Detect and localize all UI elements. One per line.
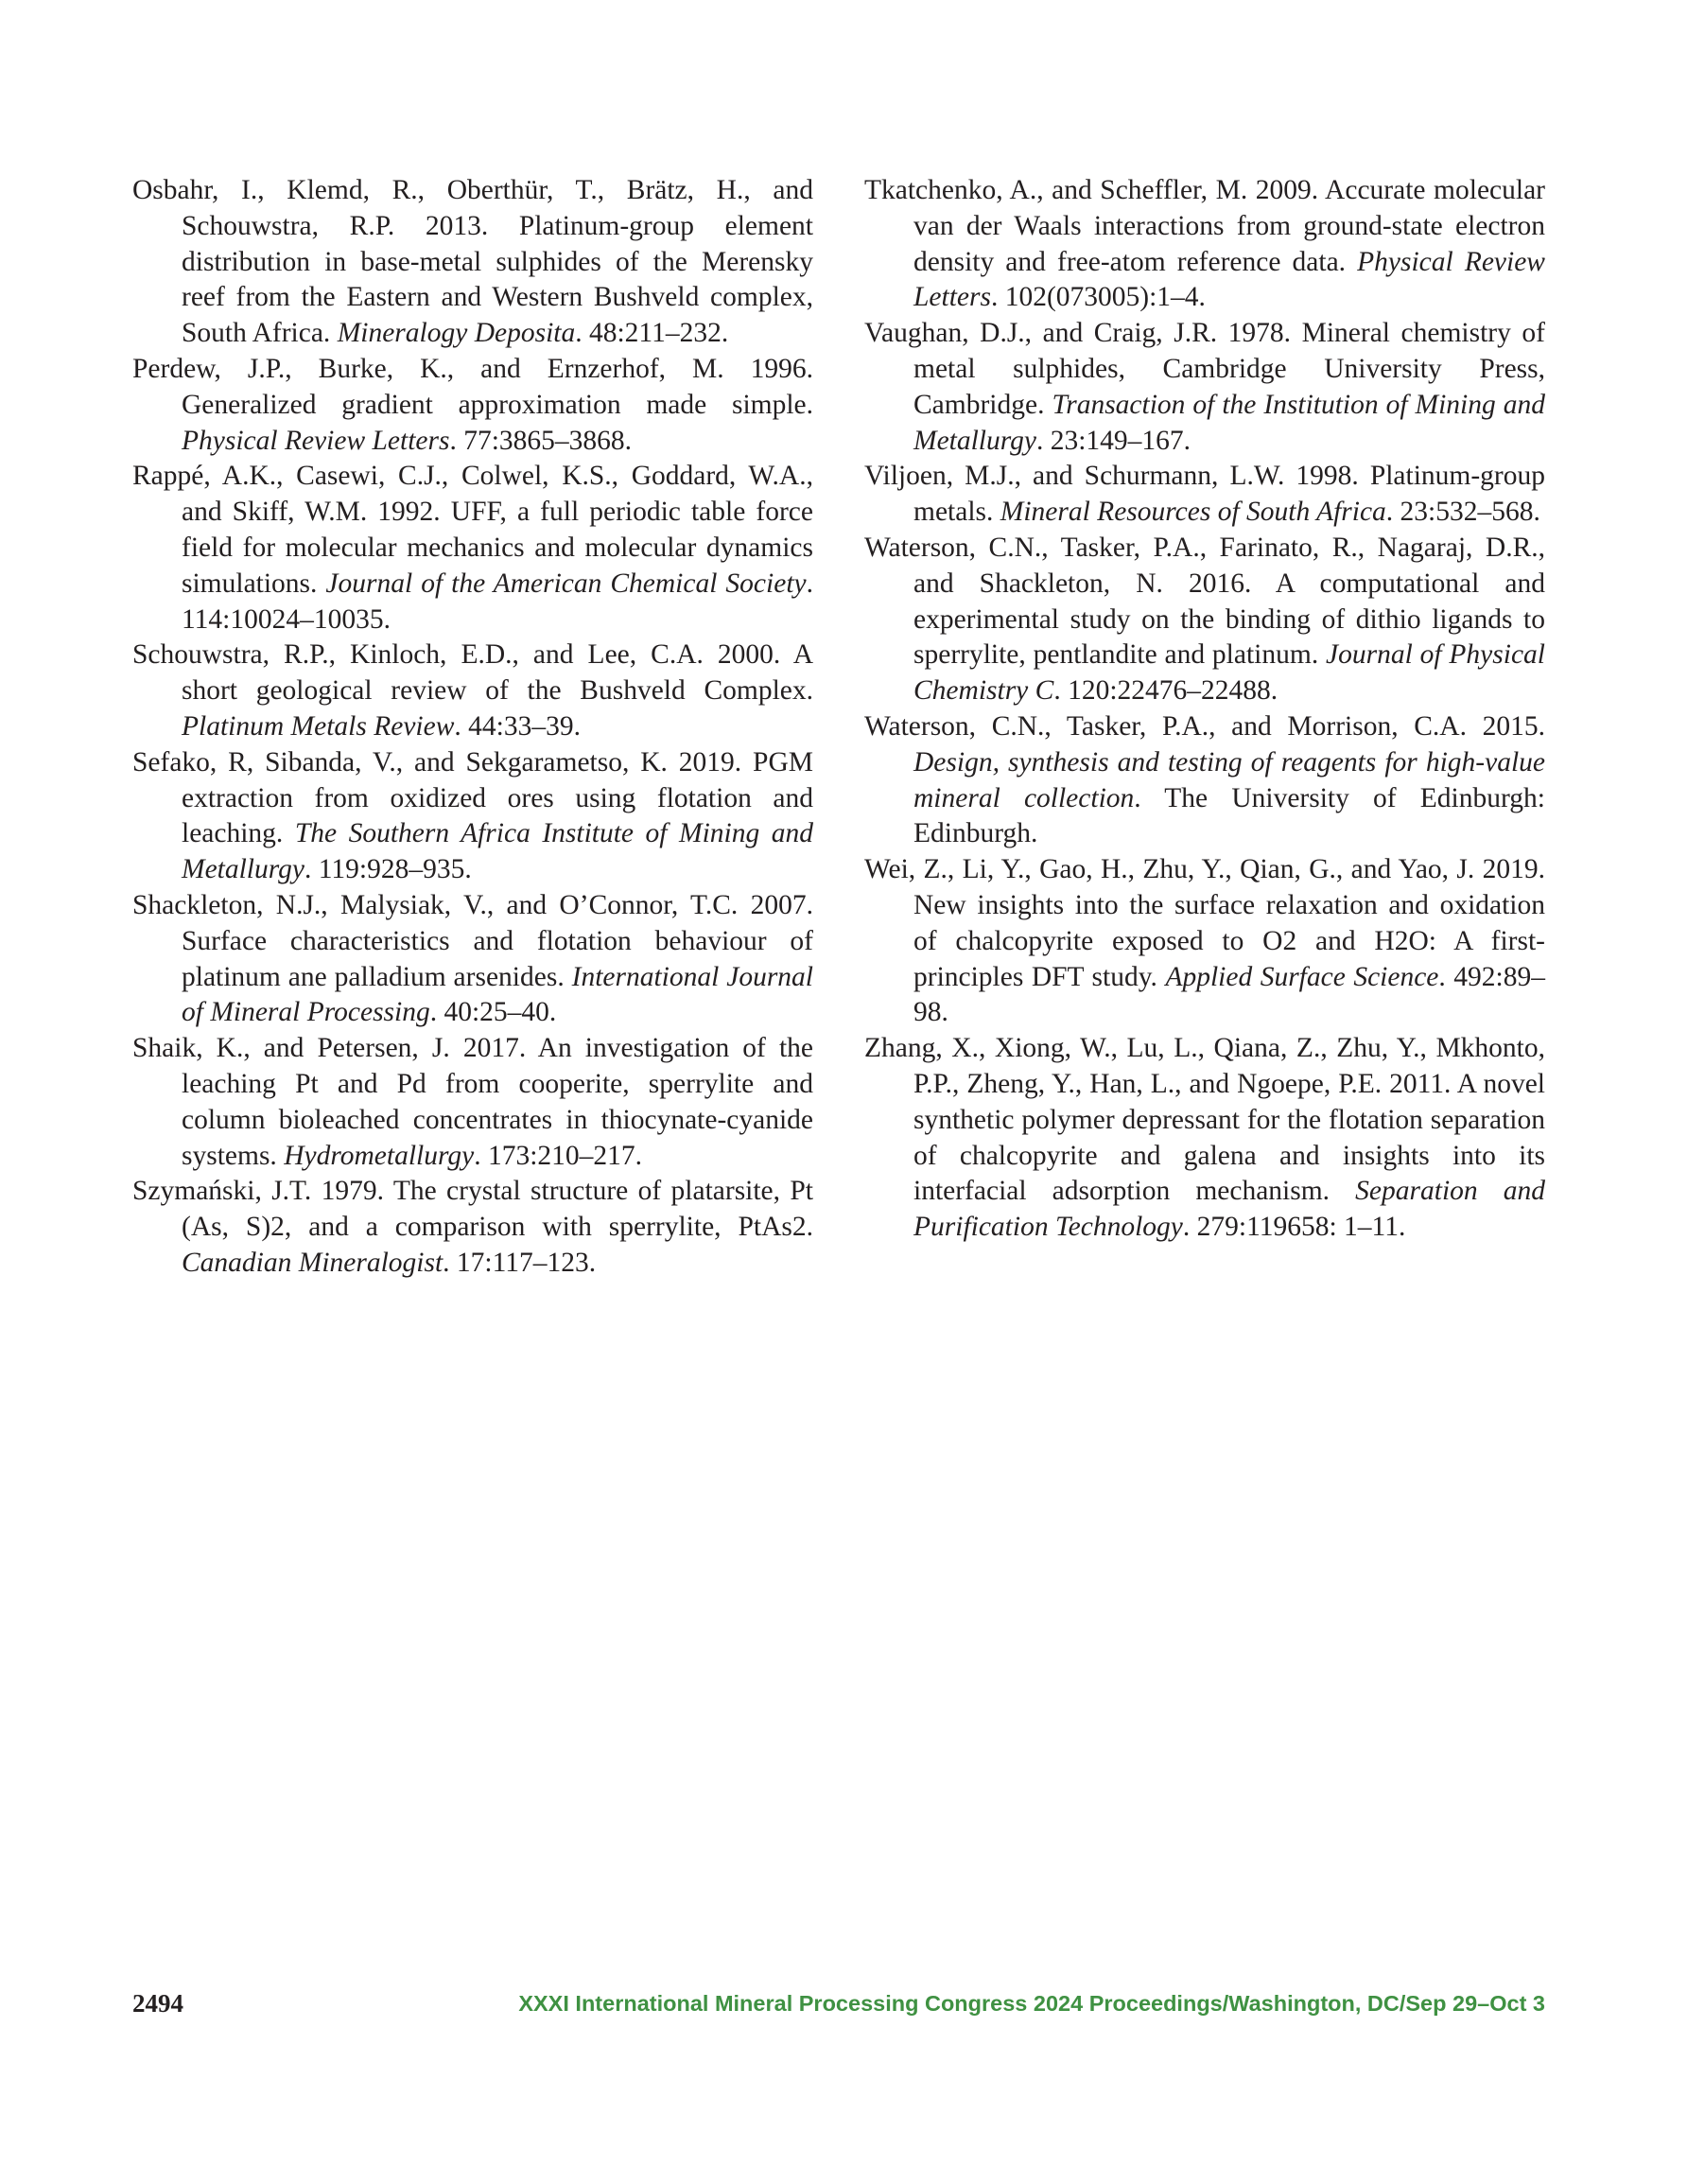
reference-column-left bbox=[132, 173, 813, 1282]
reference-entry: Tkatchenko, A., and Scheffler, M. 2009. Accurate molecular van der Waals interactions from ground-state electron density and free-atom reference data. Physical Review Letters. 102(073005):1–4. bbox=[864, 175, 1545, 313]
reference-entry: Zhang, X., Xiong, W., Lu, L., Qiana, Z., Zhu, Y., Mkhonto, P.P., Zheng, Y., Han, L., and Ngoepe, P.E. 2011. A novel synthetic polymer depressant for the flotation separation of chalcopyrite and galena and insights into its interfacial adsorption mechanism. Separation and Purification Technology. 279:119658: 1–11. bbox=[864, 1033, 1546, 1243]
reference-entry: Osbahr, I., Klemd, R., Oberthür, T., Brätz, H., and Schouwstra, R.P. 2013. Platinum-group element distribution in base-metal sulphides of the Merensky reef from the Eastern and Western Bushveld complex, South Africa. Mineralogy Deposita. 48:211–232. bbox=[132, 175, 813, 349]
journal-title: Mineralogy Deposita bbox=[337, 318, 576, 349]
reference-entry: Viljoen, M.J., and Schurmann, L.W. 1998. Platinum-group metals. Mineral Resources of South Africa. 23:532–568. bbox=[864, 461, 1545, 528]
journal-title: Journal of Physical Chemistry C bbox=[913, 639, 1545, 707]
reference-entry: Perdew, J.P., Burke, K., and Ernzerhof, M. 1996. Generalized gradient approximation made simple. Physical Review Letters. 77:3865–3868. bbox=[132, 353, 813, 456]
journal-title: The Southern Africa Institute of Mining and Metallurgy bbox=[182, 818, 813, 885]
journal-title: Journal of the American Chemical Society bbox=[325, 568, 807, 599]
reference-entry: Sefako, R, Sibanda, V., and Sekgarametso, K. 2019. PGM extraction from oxidized ores using flotation and leaching. The Southern Africa Institute of Mining and Metallurgy. 119:928–935. bbox=[132, 746, 813, 885]
reference-entry: Shaik, K., and Petersen, J. 2017. An investigation of the leaching Pt and Pd from cooperite, sperrylite and column bioleached concentrates in thiocynate-cyanide systems. Hydrometallurgy. 173:210–217. bbox=[132, 1033, 813, 1171]
reference-column-right bbox=[864, 173, 1545, 1246]
reference-entry: Schouwstra, R.P., Kinloch, E.D., and Lee, C.A. 2000. A short geological review of the Bushveld Complex. Platinum Metals Review. 44:33–39. bbox=[132, 639, 813, 742]
page-footer bbox=[132, 1989, 1545, 2027]
reference-entry: Rappé, A.K., Casewi, C.J., Colwel, K.S., Goddard, W.A., and Skiff, W.M. 1992. UFF, a full periodic table force field for molecular mechanics and molecular dynamics simulations. Journal of the American Chemical Society. 114:10024–10035. bbox=[132, 461, 813, 635]
journal-title: Hydrometallurgy bbox=[284, 1140, 475, 1171]
running-footer-title: XXXI International Mineral Processing Congress 2024 Proceedings/Washington, DC/Sep 29–Oct 3 bbox=[518, 1991, 1545, 2016]
reference-entry: Wei, Z., Li, Y., Gao, H., Zhu, Y., Qian, G., and Yao, J. 2019. New insights into the surface relaxation and oxidation of chalcopyrite exposed to O2 and H2O: A first-principles DFT study. Applied Surface Science. 492:89–98. bbox=[864, 854, 1545, 1028]
journal-title: Applied Surface Science bbox=[1165, 961, 1439, 992]
reference-entry: Waterson, C.N., Tasker, P.A., and Morrison, C.A. 2015. Design, synthesis and testing of reagents for high-value mineral collection. The University of Edinburgh: Edinburgh. bbox=[864, 710, 1545, 849]
journal-title: Physical Review Letters bbox=[182, 425, 450, 456]
reference-entry: Vaughan, D.J., and Craig, J.R. 1978. Mineral chemistry of metal sulphides, Cambridge University Press, Cambridge. Transaction of the Institution of Mining and Metallurgy. 23:149–167. bbox=[864, 318, 1545, 456]
reference-entry: Waterson, C.N., Tasker, P.A., Farinato, R., Nagaraj, D.R., and Shackleton, N. 2016. A computational and experimental study on the binding of dithio ligands to sperrylite, pentlandite and platinum. Journal of Physical Chemistry C. 120:22476–22488. bbox=[864, 532, 1545, 707]
reference-entry: Shackleton, N.J., Malysiak, V., and O’Connor, T.C. 2007. Surface characteristics and flotation behaviour of platinum ane palladium arsenides. International Journal of Mineral Processing. 40:25–40. bbox=[132, 889, 814, 1028]
journal-title: Design, synthesis and testing of reagents for high-value mineral collection bbox=[913, 746, 1545, 813]
journal-title: Mineral Resources of South Africa bbox=[1000, 497, 1386, 528]
journal-title: Physical Review Letters bbox=[913, 246, 1545, 313]
journal-title: Separation and Purification Technology bbox=[913, 1176, 1546, 1243]
journal-title: Platinum Metals Review bbox=[182, 710, 455, 742]
journal-title: Transaction of the Institution of Mining and Metallurgy bbox=[913, 389, 1545, 456]
page-number: 2494 bbox=[132, 1989, 183, 2018]
journal-title: International Journal of Mineral Processing bbox=[182, 961, 814, 1028]
journal-title: Canadian Mineralogist bbox=[182, 1247, 443, 1278]
reference-entry: Szymański, J.T. 1979. The crystal structure of platarsite, Pt (As, S)2, and a comparison with sperrylite, PtAs2. Canadian Mineralogist. 17:117–123. bbox=[132, 1176, 813, 1278]
